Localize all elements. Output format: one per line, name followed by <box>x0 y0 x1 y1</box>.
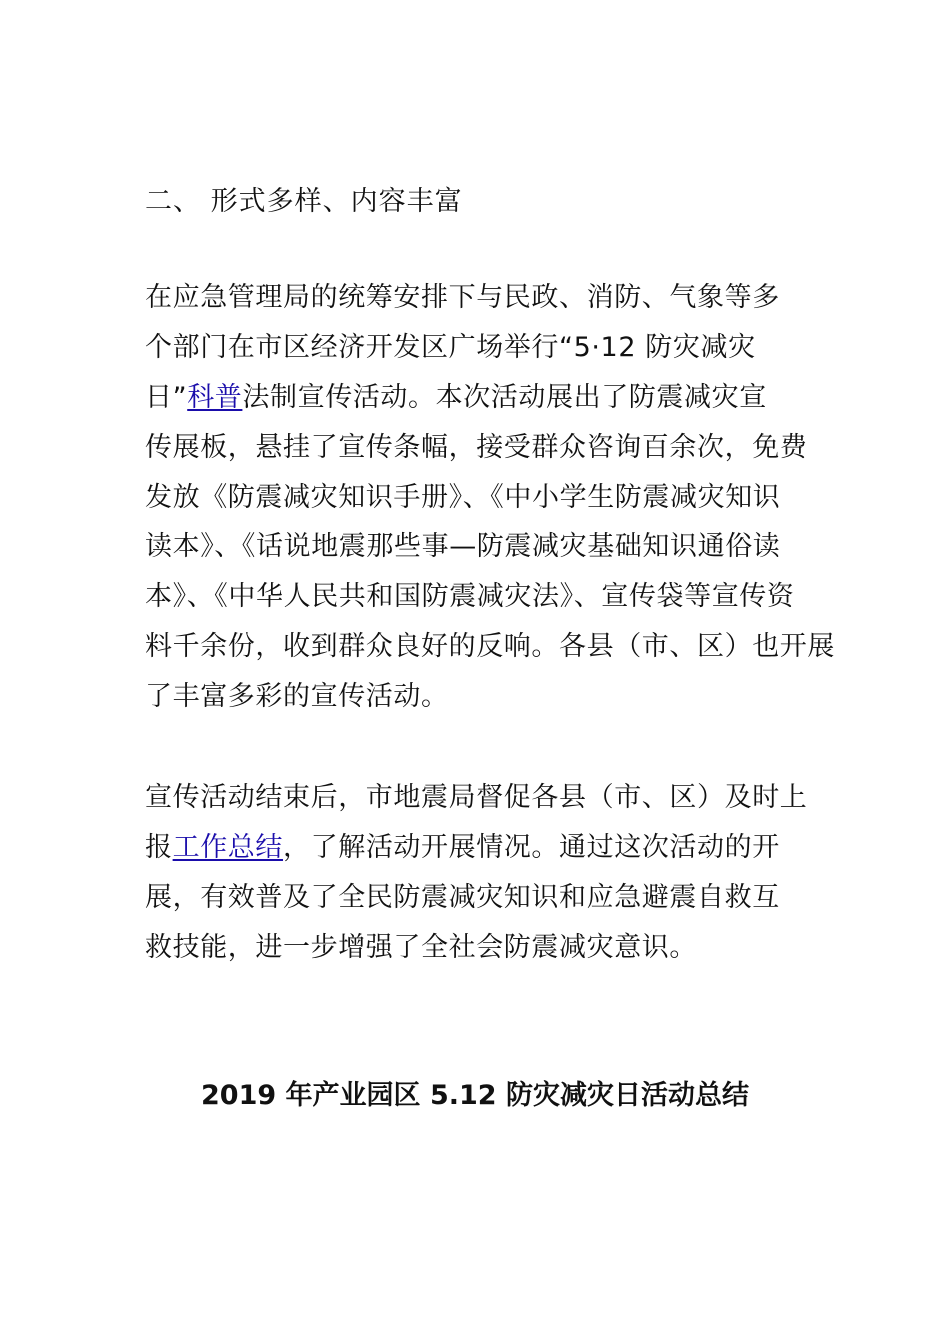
paragraph-line: 救技能，进一步增强了全社会防震减灾意识。 <box>145 931 697 963</box>
paragraph-line <box>145 373 810 423</box>
paragraph-follow-up <box>145 773 810 973</box>
paragraph-activity-description <box>145 273 835 722</box>
line-text: 法制宣传活动。本次活动展出了防震减灾宣 <box>242 381 767 413</box>
section-heading: 二、 形式多样、内容丰富 <box>145 186 463 217</box>
kepu-link[interactable]: 科普 <box>187 381 243 413</box>
paragraph-line: 个部门在市区经济开发区广场举行“5·12 防灾减灾 <box>145 331 756 363</box>
work-summary-link[interactable]: 工作总结 <box>172 831 284 863</box>
paragraph-line: 本》、《中华人民共和国防震减灾法》、宣传袋等宣传资 <box>145 581 795 613</box>
paragraph-line: 宣传活动结束后，市地震局督促各县（市、区）及时上 <box>145 782 808 813</box>
paragraph-line: 在应急管理局的统筹安排下与民政、消防、气象等多 <box>145 282 780 313</box>
line-text: 日” <box>145 381 188 413</box>
paragraph-line: 传展板，悬挂了宣传条幅，接受群众咨询百余次，免费 <box>145 431 808 463</box>
paragraph-line: 展，有效普及了全民防震减灾知识和应急避震自救互 <box>145 881 780 913</box>
paragraph-line: 读本》、《话说地震那些事—防震减灾基础知识通俗读 <box>145 531 781 563</box>
paragraph-line: 发放《防震减灾知识手册》、《中小学生防震减灾知识 <box>145 481 781 513</box>
paragraph-line <box>145 823 810 873</box>
paragraph-line: 了丰富多彩的宣传活动。 <box>145 681 449 713</box>
line-text: 报 <box>145 831 173 863</box>
paragraph-line: 料千余份，收到群众良好的反响。各县（市、区）也开展 <box>145 631 835 663</box>
document-title: 2019 年产业园区 5.12 防灾减灾日活动总结 <box>201 1080 749 1111</box>
line-text: ，了解活动开展情况。通过这次活动的开 <box>283 831 780 863</box>
